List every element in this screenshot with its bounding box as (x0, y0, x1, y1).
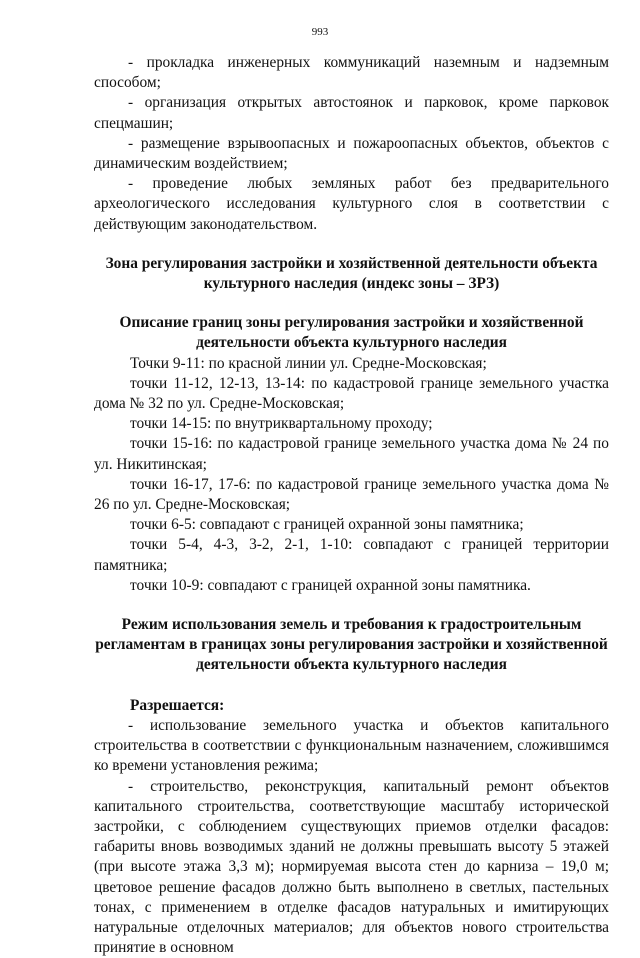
boundary-item: точки 15-16: по кадастровой границе земельного участка дома № 24 по ул. Никитинская; (94, 434, 609, 474)
allowed-item: - строительство, реконструкция, капитальный ремонт объектов капитального строительства, соответствующие масштабу исторической застройки, с соблюдением существующих приемов отделки фасадов: габариты вновь возводимых зданий не должны превышать высоту 5 этажей (при высоте этажа 3,3 м); нормируемая высота стен до карниза – 19,0 м; цветовое решение фасадов должно быть выполнено в светлых, пастельных тонах, с применением в отделке фасадов натуральных и имитирующих натуральные отделочных материалов; для объектов нового строительства принятие в основном (94, 777, 609, 958)
boundaries-heading: Описание границ зоны регулирования застройки и хозяйственной деятельности объекта культурного наследия (94, 313, 609, 353)
boundary-item: точки 16-17, 17-6: по кадастровой границе земельного участка дома № 26 по ул. Средне-Московская; (94, 475, 609, 515)
zone-heading: Зона регулирования застройки и хозяйственной деятельности объекта культурного наследия (индекс зоны – ЗРЗ) (94, 254, 609, 294)
boundary-item: точки 6-5: совпадают с границей охранной зоны памятника; (94, 515, 609, 535)
list-item: - организация открытых автостоянок и парковок, кроме парковок спецмашин; (94, 93, 609, 133)
boundary-item: Точки 9-11: по красной линии ул. Средне-Московская; (94, 354, 609, 374)
boundary-item: точки 5-4, 4-3, 3-2, 2-1, 1-10: совпадают с границей территории памятника; (94, 535, 609, 575)
list-item: - прокладка инженерных коммуникаций наземным и надземным способом; (94, 53, 609, 93)
boundary-item: точки 11-12, 12-13, 13-14: по кадастровой границе земельного участка дома № 32 по ул. Средне-Московская; (94, 374, 609, 414)
boundary-item: точки 14-15: по внутриквартальному проходу; (94, 414, 609, 434)
regime-heading: Режим использования земель и требования к градостроительным регламентам в границах зоны регулирования застройки и хозяйственной деятельности объекта культурного наследия (94, 615, 609, 676)
document-body (94, 53, 609, 958)
list-item: - проведение любых земляных работ без предварительного археологического исследования культурного слоя в соответствии с действующим законодательством. (94, 174, 609, 235)
list-item: - размещение взрывоопасных и пожароопасных объектов, объектов с динамическим воздействием; (94, 134, 609, 174)
allowed-label: Разрешается: (94, 696, 609, 716)
page-number: 993 (0, 26, 640, 38)
boundary-item: точки 10-9: совпадают с границей охранной зоны памятника. (94, 576, 609, 596)
allowed-item: - использование земельного участка и объектов капитального строительства в соответствии с функциональным назначением, сложившимся ко времени установления режима; (94, 716, 609, 777)
